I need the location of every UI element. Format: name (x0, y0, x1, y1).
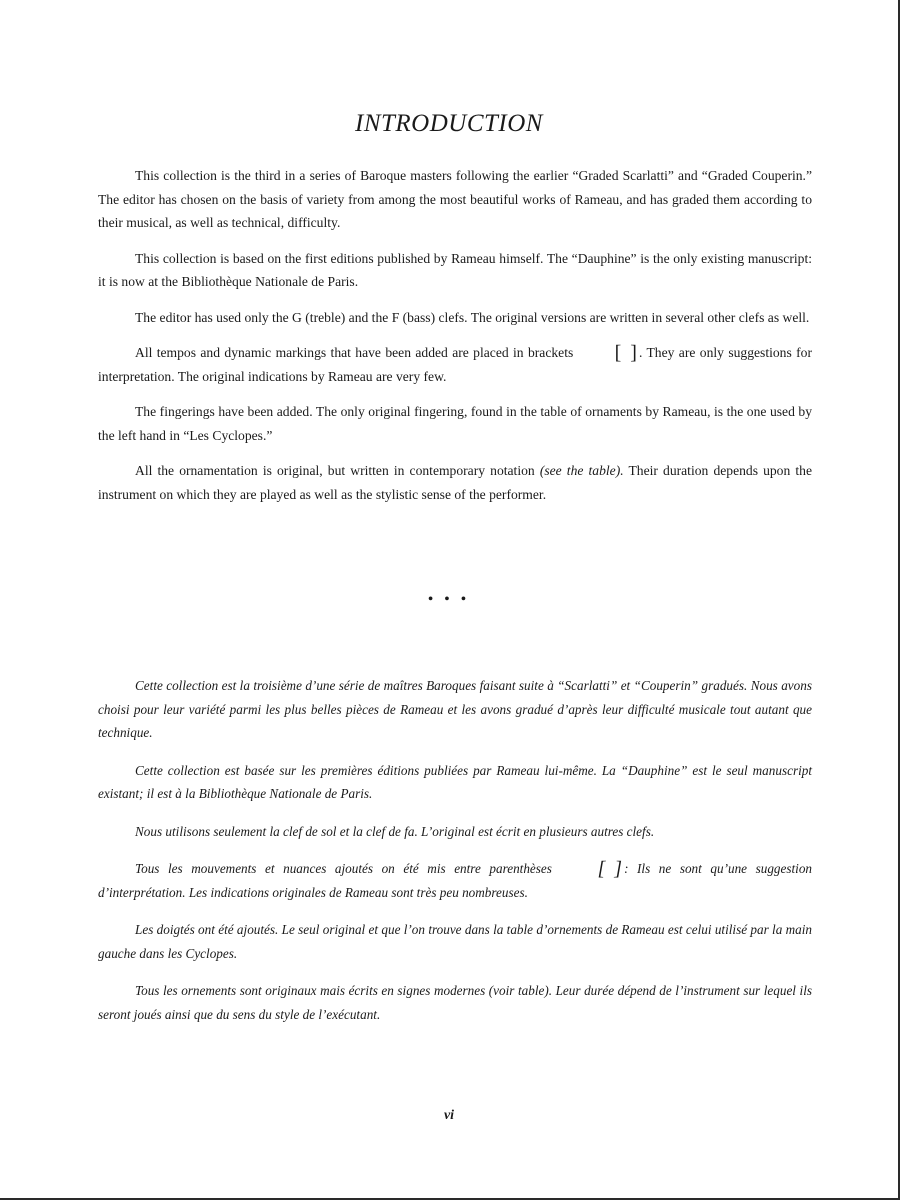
english-paragraph-4-text-a: All tempos and dynamic markings that have been added are placed in brackets (135, 345, 574, 360)
english-paragraph-4-text-b: . They are only suggestions for interpretation. The original indications by Rameau are very few. (98, 345, 812, 384)
french-paragraph-4-text-b: : Ils ne sont qu’une suggestion d’interprétation. Les indications originales de Rameau sont très peu nombreuses. (98, 861, 813, 900)
english-paragraph-6-text-a: All the ornamentation is original, but written in contemporary notation (135, 463, 540, 478)
section-separator: • • • (428, 592, 470, 607)
french-introduction (98, 674, 812, 1040)
english-paragraph-6-italic: (see the table). (539, 463, 624, 478)
english-paragraph-3: The editor has used only the G (treble) and the F (bass) clefs. The original versions are written in several other clefs as well. (135, 309, 810, 325)
french-brackets-symbol: [ ] (597, 858, 625, 880)
english-paragraph-2: This collection is based on the first editions published by Rameau himself. The “Dauphine” is the only existing manuscript: it is now at the Bibliothèque Nationale de Paris. (98, 250, 812, 289)
french-paragraph-3: Nous utilisons seulement la clef de sol et la clef de fa. L’original est écrit en plusieurs autres clefs. (135, 823, 655, 839)
french-paragraph-6: Tous les ornements sont originaux mais écrits en signes modernes (voir table). Leur durée dépend de l’instrument sur lequel ils seront joués ainsi que du sens du style de l’exécutant. (98, 983, 812, 1022)
english-paragraph-6-text-c: Their duration depends upon the instrument on which they are played as well as the stylistic sense of the performer. (98, 463, 812, 502)
french-paragraph-4 (98, 857, 812, 904)
page-number: vi (443, 1108, 455, 1123)
english-paragraph-1: This collection is the third in a series of Baroque masters following the earlier “Graded Scarlatti” and “Graded Couperin.” The editor has chosen on the basis of variety from among the most beautiful works of Rameau, and has graded them according to their musical, as well as technical, difficulty. (98, 168, 812, 230)
english-paragraph-4 (98, 341, 812, 388)
english-paragraph-5: The fingerings have been added. The only original fingering, found in the table of ornaments by Rameau, is the one used by the left hand in “Les Cyclopes.” (98, 404, 812, 443)
english-introduction (98, 164, 812, 518)
french-paragraph-4-text-a: Tous les mouvements et nuances ajoutés on été mis entre parenthèses (135, 861, 552, 876)
french-paragraph-1: Cette collection est la troisième d’une série de maîtres Baroques faisant suite à “Scarlatti” et “Couperin” gradués. Nous avons choisi pour leur variété parmi les plus belles pièces de Rameau et les avons gradué d’après leur difficulté musicale tout autant que technique. (98, 678, 812, 740)
french-paragraph-2: Cette collection est basée sur les premières éditions publiées par Rameau lui-même. La “Dauphine” est le seul manuscript existant; il est à la Bibliothèque Nationale de Paris. (98, 762, 812, 801)
brackets-symbol: [ ] (614, 342, 639, 364)
french-paragraph-5: Les doigtés ont été ajoutés. Le seul original et que l’on trouve dans la table d’ornements de Rameau est celui utilisé par la main gauche dans les Cyclopes. (98, 922, 812, 961)
english-paragraph-6 (98, 459, 812, 506)
page-title: INTRODUCTION (355, 110, 543, 137)
